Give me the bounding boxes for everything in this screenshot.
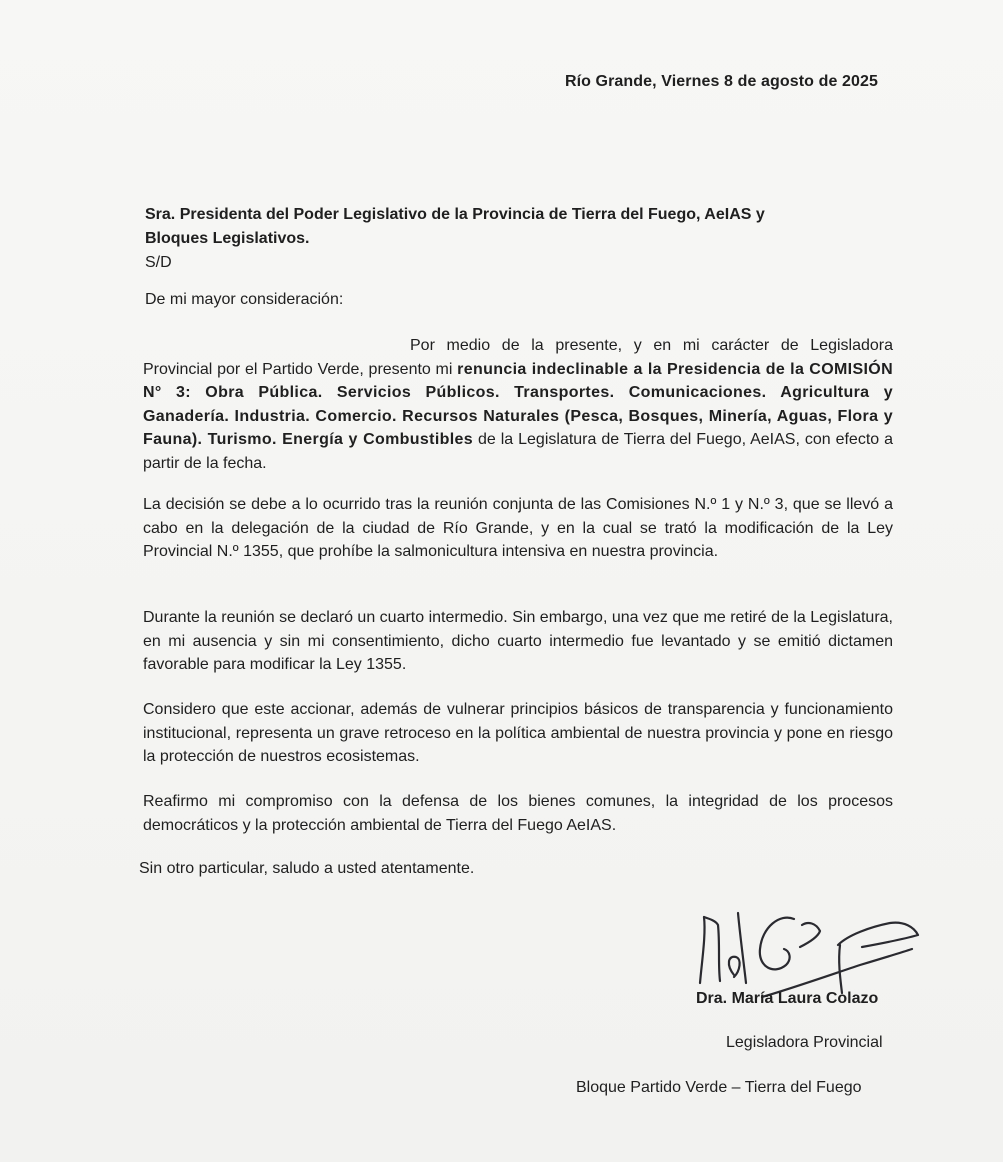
greeting: De mi mayor consideración:: [145, 291, 344, 308]
paragraph-resignation-intro: Por medio de la presente, y en mi carácter de Legisladora Provincial por el Partido Verde, presento mi: [143, 337, 893, 378]
signatory-name: Dra. María Laura Colazo: [696, 990, 879, 1007]
signatory-title: Legisladora Provincial: [726, 1034, 883, 1051]
letter-date: Río Grande, Viernes 8 de agosto de 2025: [564, 73, 878, 90]
paragraph-resignation-bold: renuncia indeclinable a la Presidencia de la COMISIÓN N° 3: Obra Pública. Servicios Públicos. Transportes. Comunicaciones. Agricultura y Ganadería. Industria. Comercio. Recursos Naturales (Pesca, Bosques, Minería, Aguas, Flora y Fauna). Turismo. Energía y Combustibles: [143, 360, 893, 448]
addressee-block: [145, 203, 865, 275]
signatory-bloc: Bloque Partido Verde – Tierra del Fuego: [576, 1079, 862, 1096]
closing-salutation: Sin otro particular, saludo a usted atentamente.: [139, 860, 475, 877]
addressee-line-3: S/D: [145, 254, 172, 271]
paragraph-resignation-end: de la Legislatura de Tierra del Fuego, AeIAS, con efecto a partir de la fecha.: [143, 431, 894, 472]
paragraph-meeting: Durante la reunión se declaró un cuarto intermedio. Sin embargo, una vez que me retiré de la Legislatura, en mi ausencia y sin mi consentimiento, dicho cuarto intermedio fue levantado y se emitió dictamen favorable para modificar la Ley 1355.: [143, 609, 893, 673]
paragraph-consideration: Considero que este accionar, además de vulnerar principios básicos de transparencia y funcionamiento institucional, representa un grave retroceso en la política ambiental de nuestra provincia y pone en riesgo la protección de nuestros ecosistemas.: [143, 701, 893, 765]
paragraph-decision: La decisión se debe a lo ocurrido tras la reunión conjunta de las Comisiones N.º 1 y N.º 3, que se llevó a cabo en la delegación de la ciudad de Río Grande, y en la cual se trató la modificación de la Ley Provincial N.º 1355, que prohíbe la salmonicultura intensiva en nuestra provincia.: [143, 496, 893, 560]
addressee-line-1: Sra. Presidenta del Poder Legislativo de la Provincia de Tierra del Fuego, AeIAS y: [145, 206, 765, 223]
paragraph-resignation: [143, 334, 893, 475]
paragraph-commitment: Reafirmo mi compromiso con la defensa de los bienes comunes, la integridad de los procesos democráticos y la protección ambiental de Tierra del Fuego AeIAS.: [143, 793, 893, 834]
addressee-line-2: Bloques Legislativos.: [145, 230, 310, 247]
